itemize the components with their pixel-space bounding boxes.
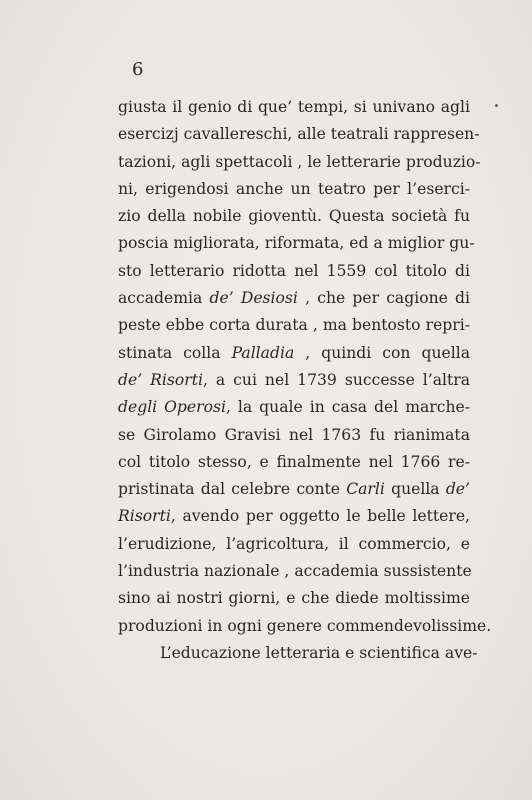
text-line xyxy=(118,94,470,121)
text-line xyxy=(118,340,470,367)
italic-text: de’ Risorti xyxy=(118,370,203,389)
italic-text: Palladia xyxy=(231,343,295,362)
text-line xyxy=(118,149,481,176)
text-line xyxy=(118,585,470,612)
text-line xyxy=(118,640,478,667)
text-segment: quella xyxy=(384,480,446,499)
page-number: 6 xyxy=(132,59,144,80)
text-line xyxy=(118,449,470,476)
text-segment: , la quale in casa del marche- xyxy=(225,398,471,417)
text-segment: poscia migliorata, riformata, ed a miglior gu- xyxy=(118,234,475,253)
italic-text: Carli xyxy=(346,480,385,499)
ink-speck xyxy=(495,104,498,107)
text-segment: ni, erigendosi anche un teatro per l’eserci- xyxy=(118,179,470,198)
text-segment: , che per cagione di xyxy=(297,289,470,308)
text-line xyxy=(118,367,470,394)
text-segment: zio della nobile gioventù. Questa società fu xyxy=(118,207,470,226)
text-segment: l’industria nazionale , accademia sussistente xyxy=(118,562,472,581)
text-segment: accademia xyxy=(118,289,210,308)
italic-text: de’ xyxy=(445,480,470,499)
text-segment: , a cui nel 1739 successe l’altra xyxy=(202,370,471,389)
text-line xyxy=(118,503,470,530)
italic-text: degli Operosi xyxy=(118,398,226,417)
text-segment: esercizj cavallereschi, alle teatrali rappresen- xyxy=(118,125,480,144)
italic-text: Risorti xyxy=(118,507,171,526)
text-line xyxy=(118,230,475,257)
text-segment: sino ai nostri giorni, e che diede moltissime xyxy=(118,589,470,608)
text-segment: peste ebbe corta durata , ma bentosto repri- xyxy=(118,316,470,335)
text-segment: l’erudizione, l’agricoltura, il commercio, e xyxy=(118,534,470,553)
text-line xyxy=(118,176,470,203)
body-text xyxy=(118,94,492,667)
text-segment: pristinata dal celebre conte xyxy=(118,480,347,499)
text-segment: , quindi con quella xyxy=(294,343,471,362)
text-line xyxy=(118,476,470,503)
text-line xyxy=(118,312,470,339)
text-segment: L’educazione letteraria e scientifica ave- xyxy=(160,643,478,662)
text-line xyxy=(118,285,470,312)
text-line xyxy=(118,422,470,449)
text-segment: tazioni, agli spettacoli , le letterarie produzio- xyxy=(118,152,481,171)
text-line xyxy=(118,394,470,421)
text-segment: col titolo stesso, e finalmente nel 1766 re- xyxy=(118,452,470,471)
text-segment: produzioni in ogni genere commendevolissime. xyxy=(118,616,492,635)
text-line xyxy=(118,258,470,285)
text-line xyxy=(118,203,470,230)
italic-text: de’ Desiosi xyxy=(209,289,298,308)
text-line xyxy=(118,531,470,558)
text-segment: , avendo per oggetto le belle lettere, xyxy=(170,507,470,526)
text-segment: giusta il genio di que’ tempi, si univano agli xyxy=(118,98,470,116)
text-line xyxy=(118,121,480,148)
text-line xyxy=(118,558,470,585)
text-line xyxy=(118,613,492,640)
text-segment: se Girolamo Gravisi nel 1763 fu rianimata xyxy=(118,425,470,444)
text-segment: sto letterario ridotta nel 1559 col titolo di xyxy=(118,261,470,280)
text-segment: stinata colla xyxy=(118,343,232,362)
